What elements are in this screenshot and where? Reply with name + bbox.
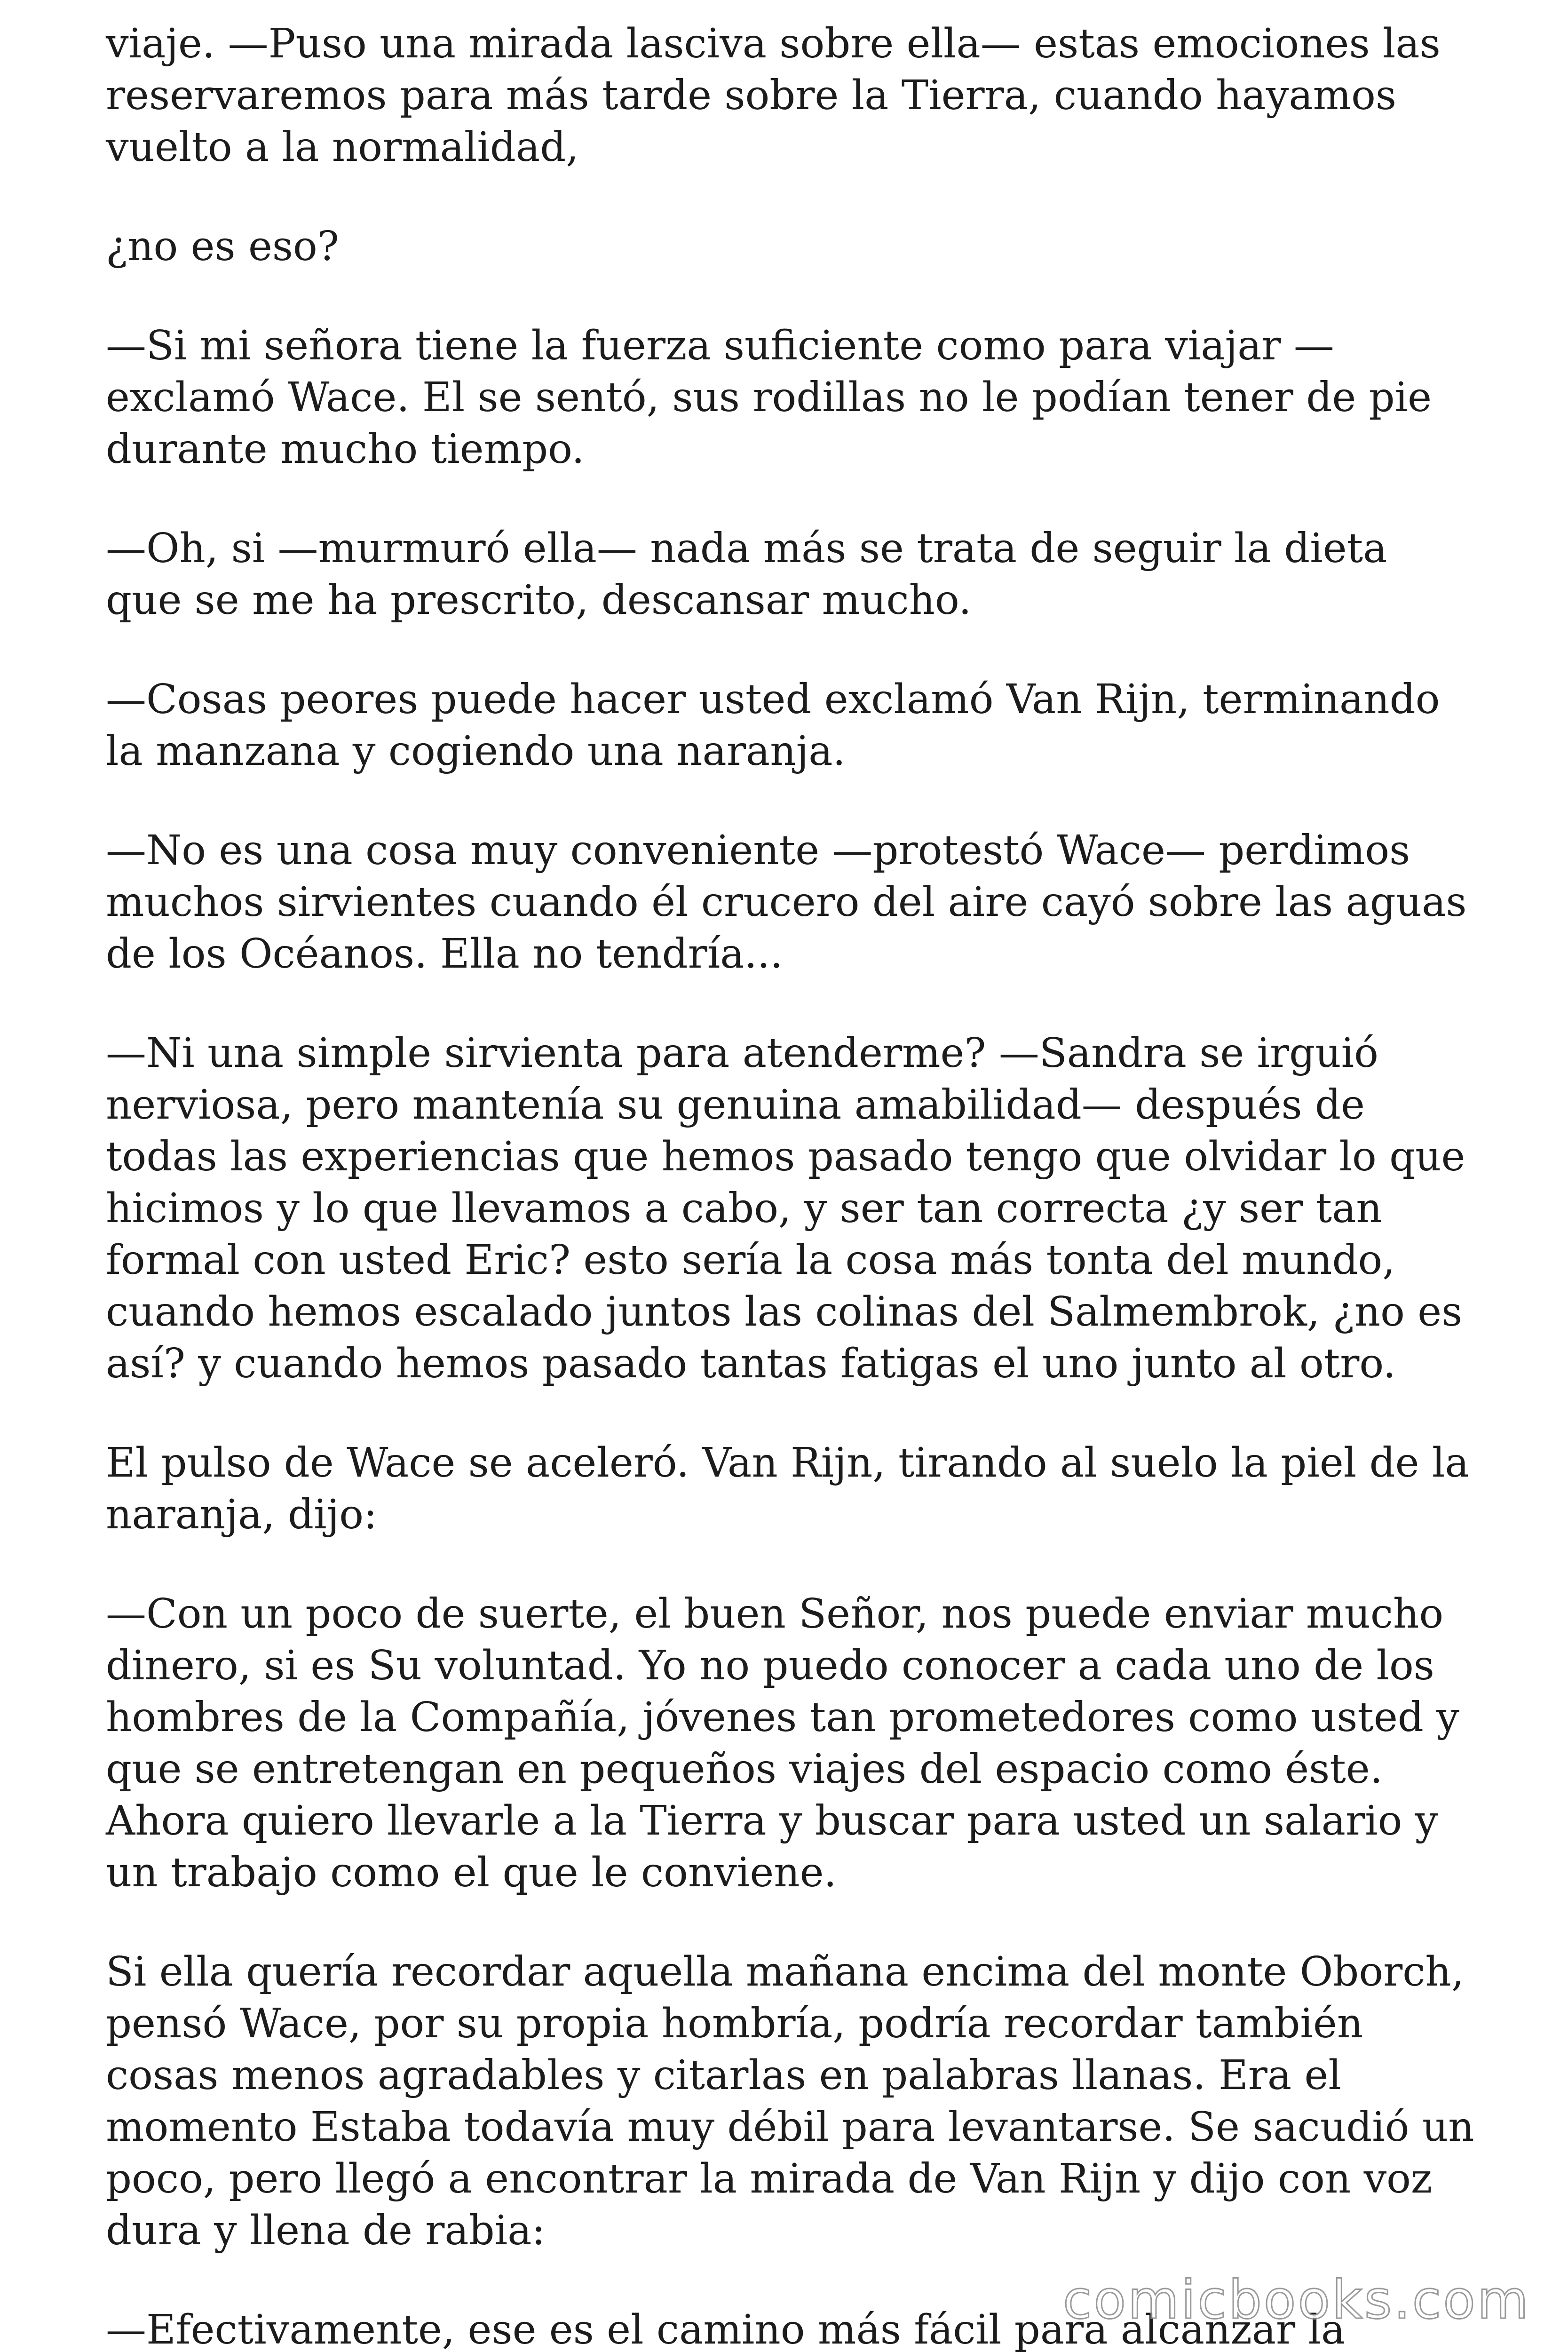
paragraph-4: —Oh, si —murmuró ella— nada más se trata de seguir la dieta que se me ha prescrito, descansar mucho. [106, 525, 1387, 624]
paragraph-7: —Ni una simple sirvienta para atenderme? —Sandra se irguió nerviosa, pero mantenía su genuina amabilidad— después de todas las experiencias que hemos pasado tengo que olvidar lo que hicimos y lo que llevamos a cabo, y ser tan correcta ¿y ser tan formal con usted Eric? esto sería la cosa más tonta del mundo, cuando hemos escalado juntos las colinas del Salmembrok, ¿no es así? y cuando hemos pasado tantas fatigas el uno junto al otro. [106, 1030, 1465, 1387]
paragraph-8: El pulso de Wace se aceleró. Van Rijn, tirando al suelo la piel de la naranja, dijo: [106, 1439, 1469, 1538]
book-page-text [106, 18, 1474, 2352]
paragraph-10: Si ella quería recordar aquella mañana encima del monte Oborch, pensó Wace, por su propia hombría, podría recordar también cosas menos agradables y citarlas en palabras llanas. Era el momento Estaba todavía muy débil para levantarse. Se sacudió un poco, pero llegó a encontrar la mirada de Van Rijn y dijo con voz dura y llena de rabia: [106, 1948, 1474, 2254]
paragraph-6: —No es una cosa muy conveniente —protestó Wace— perdimos muchos sirvientes cuando él crucero del aire cayó sobre las aguas de los Océanos. Ella no tendría... [106, 827, 1467, 977]
paragraph-1: viaje. —Puso una mirada lasciva sobre ella— estas emociones las reservaremos para más tarde sobre la Tierra, cuando hayamos vuelto a la normalidad, [106, 20, 1441, 171]
paragraph-3: —Si mi señora tiene la fuerza suficiente como para viajar —exclamó Wace. El se sentó, sus rodillas no le podían tener de pie durante mucho tiempo. [106, 322, 1432, 473]
paragraph-5: —Cosas peores puede hacer usted exclamó Van Rijn, terminando la manzana y cogiendo una naranja. [106, 676, 1440, 775]
watermark-logo: comicbooks.com [1062, 2270, 1530, 2331]
paragraph-2: ¿no es eso? [106, 223, 339, 270]
paragraph-9: —Con un poco de suerte, el buen Señor, nos puede enviar mucho dinero, si es Su voluntad. Yo no puedo conocer a cada uno de los hombres de la Compañía, jóvenes tan prometedores como usted y que se entretengan en pequeños viajes del espacio como éste. Ahora quiero llevarle a la Tierra y buscar para usted un salario y un trabajo como el que le conviene. [106, 1590, 1459, 1896]
paragraph-11: —Efectivamente, ese es el camino más fácil para alcanzar la [106, 2306, 1346, 2352]
